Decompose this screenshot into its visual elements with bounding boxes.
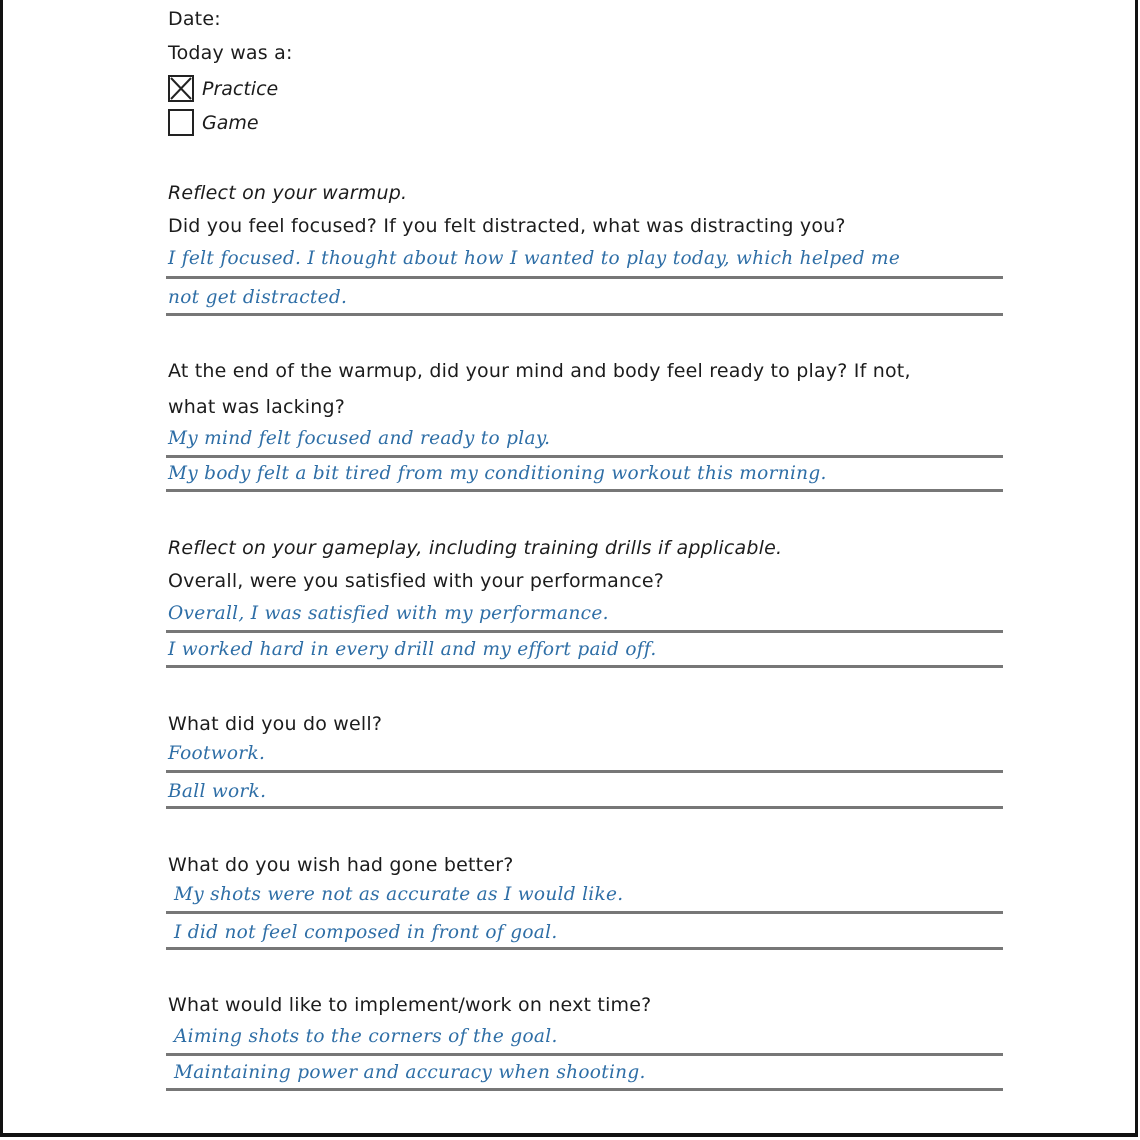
warmup-heading: Reflect on your warmup. <box>168 182 408 204</box>
answer-rule <box>166 455 1003 458</box>
answer-line[interactable]: My body felt a bit tired from my conditioning workout this morning. <box>168 463 827 484</box>
question-work-on: What would like to implement/work on next time? <box>168 994 652 1016</box>
answer-line[interactable]: I did not feel composed in front of goal. <box>174 922 558 943</box>
answer-rule <box>166 630 1003 633</box>
gameplay-heading: Reflect on your gameplay, including training drills if applicable. <box>168 537 783 559</box>
answer-rule <box>166 276 1003 279</box>
answer-rule <box>166 770 1003 773</box>
question-satisfied: Overall, were you satisfied with your performance? <box>168 570 665 592</box>
answer-rule <box>166 313 1003 316</box>
answer-line[interactable]: Aiming shots to the corners of the goal. <box>174 1026 558 1047</box>
game-checkbox[interactable] <box>168 109 194 136</box>
answer-line[interactable]: Overall, I was satisfied with my performance. <box>168 603 609 624</box>
answer-line[interactable]: I felt focused. I thought about how I wanted to play today, which helped me <box>168 248 901 269</box>
answer-line[interactable]: I worked hard in every drill and my effort paid off. <box>168 639 657 660</box>
answer-line[interactable]: Footwork. <box>168 743 266 764</box>
question-ready-line1: At the end of the warmup, did your mind and body feel ready to play? If not, <box>168 360 911 382</box>
question-gone-better: What do you wish had gone better? <box>168 854 514 876</box>
practice-checkbox[interactable] <box>168 75 194 102</box>
answer-rule <box>166 806 1003 809</box>
x-mark-icon <box>170 77 192 100</box>
answer-line[interactable]: Ball work. <box>168 781 267 802</box>
answer-line[interactable]: Maintaining power and accuracy when shooting. <box>174 1062 646 1083</box>
today-was-label: Today was a: <box>168 42 293 64</box>
game-label: Game <box>202 112 259 134</box>
answer-rule <box>166 1053 1003 1056</box>
answer-line[interactable]: My mind felt focused and ready to play. <box>168 428 551 449</box>
answer-rule <box>166 911 1003 914</box>
answer-rule <box>166 489 1003 492</box>
question-did-well: What did you do well? <box>168 713 383 735</box>
answer-line[interactable]: not get distracted. <box>168 287 348 308</box>
question-focused: Did you feel focused? If you felt distracted, what was distracting you? <box>168 215 846 237</box>
answer-rule <box>166 665 1003 668</box>
answer-line[interactable]: My shots were not as accurate as I would like. <box>174 884 624 905</box>
date-label: Date: <box>168 8 221 30</box>
answer-rule <box>166 947 1003 950</box>
question-ready-line2: what was lacking? <box>168 396 346 418</box>
answer-rule <box>166 1088 1003 1091</box>
practice-label: Practice <box>202 78 279 100</box>
